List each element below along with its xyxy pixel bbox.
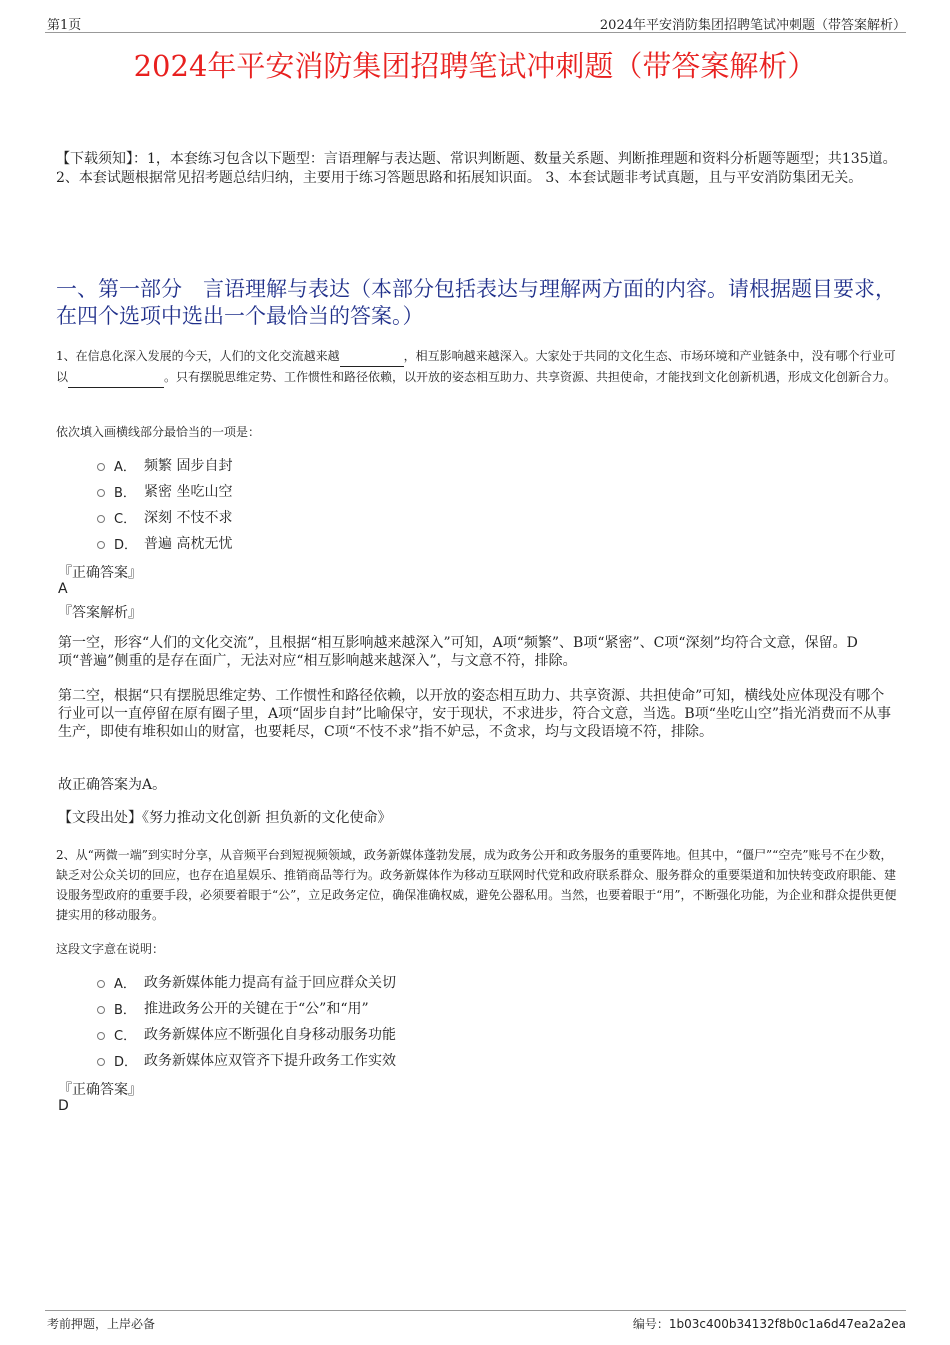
document-title: 2024年平安消防集团招聘笔试冲刺题（带答案解析）: [133, 49, 817, 83]
question-1-analysis-paragraph-2: 第二空，根据“只有摆脱思维定势、工作惯性和路径依赖，以开放的姿态相互助力、共享资源、共担使命”可知，横线处应体现没有哪个行业可以一直停留在原有圈子里，A项“固步自封”比喻保守，安于现状，不求进步，符合文意，当选。B项“坐吃山空”指光消费而不从事生产，即使有堆积如山的财富，也要耗尽，C项“不忮不求”指不妒忌，不贪求，均与文段语境不符，排除。: [58, 688, 892, 740]
footer-document-code: [633, 1315, 906, 1332]
question-1-stem-part-1: 1、在信息化深入发展的今天，人们的文化交流越来越: [56, 349, 340, 363]
radio-icon[interactable]: [97, 541, 105, 549]
header-divider: [45, 32, 906, 33]
radio-icon[interactable]: [97, 980, 105, 988]
question-1-option-a[interactable]: A． 频繁 固步自封: [97, 455, 232, 475]
question-2-option-a[interactable]: A． 政务新媒体能力提高有益于回应群众关切: [97, 972, 396, 992]
question-2-prompt: 这段文字意在说明：: [56, 942, 165, 956]
question-2-answer: D: [58, 1098, 69, 1114]
radio-icon[interactable]: [97, 1032, 105, 1040]
radio-icon[interactable]: [97, 515, 105, 523]
question-2-option-c[interactable]: C． 政务新媒体应不断强化自身移动服务功能: [97, 1024, 396, 1044]
radio-icon[interactable]: [97, 489, 105, 497]
radio-icon[interactable]: [97, 463, 105, 471]
footer-code-label: 编号：: [632, 1317, 669, 1331]
question-1-option-d[interactable]: D． 普遍 高枕无忧: [97, 533, 232, 553]
question-1-stem-part-2: ，相互影响越来越深入。大家处于共同的文化生态、市场环境和产业链条中，没有哪个行业可以: [56, 349, 896, 384]
footer-divider: [45, 1310, 906, 1311]
question-1-analysis-paragraph-1: 第一空，形容“人们的文化交流”，且根据“相互影响越来越深入”可知，A项“频繁”、B项“紧密”、C项“深刻”均符合文意，保留。D项“普遍”侧重的是存在面广，无法对应“相互影响越来越深入”，与文意不符，排除。: [58, 635, 858, 669]
section-heading: 一、第一部分 言语理解与表达（本部分包括表达与理解两方面的内容。请根据题目要求，在四个选项中选出一个最恰当的答案。）: [56, 277, 896, 328]
question-1-prompt: 依次填入画横线部分最恰当的一项是：: [56, 425, 261, 439]
question-1-conclusion: 故正确答案为A。: [58, 777, 167, 793]
footer-slogan: 考前押题，上岸必备: [47, 1317, 156, 1331]
page-number: 第1页: [47, 18, 82, 33]
question-1-stem-part-3: 。只有摆脱思维定势、工作惯性和路径依赖，以开放的姿态相互助力、共享资源、共担使命，才能找到文化创新机遇，形成文化创新合力。: [164, 370, 897, 384]
question-1-answer: A: [58, 581, 68, 597]
footer-code-value: 1b03c400b34132f8b0c1a6d47ea2a2ea: [668, 1317, 906, 1331]
question-1-answer-label: 『正确答案』: [58, 565, 142, 581]
question-1-option-b[interactable]: B． 紧密 坐吃山空: [97, 481, 232, 501]
question-2-answer-label: 『正确答案』: [58, 1082, 142, 1098]
running-header-title: 2024年平安消防集团招聘笔试冲刺题（带答案解析）: [599, 18, 906, 33]
question-2-stem: 2、从“两微一端”到实时分享，从音频平台到短视频领域，政务新媒体蓬勃发展，成为政务公开和政务服务的重要阵地。但其中，“僵尸”“空壳”账号不在少数，缺乏对公众关切的回应，也存在追星娱乐、推销商品等行为。政务新媒体作为移动互联网时代党和政府联系群众、服务群众的重要渠道和加快转变政府职能、建设服务型政府的重要手段，必须要着眼于“公”，立足政务定位，确保准确权威，避免公器私用。当然，也要着眼于“用”，不断强化功能，为企业和群众提供更便捷实用的移动服务。: [56, 848, 897, 922]
radio-icon[interactable]: [97, 1058, 105, 1066]
fill-blank-1: [340, 346, 404, 367]
question-2-option-b[interactable]: B． 推进政务公开的关键在于“公”和“用”: [97, 998, 369, 1018]
question-1-stem: [56, 346, 898, 388]
download-notice: 【下载须知】：1，本套练习包含以下题型：言语理解与表达题、常识判断题、数量关系题、判断推理题和资料分析题等题型；共135道。 2、本套试题根据常见招考题总结归纳，主要用于练习答题思路和拓展知识面。 3、本套试题非考试真题，且与平安消防集团无关。: [56, 151, 897, 186]
question-1-analysis-label: 『答案解析』: [58, 605, 142, 621]
question-1-source: 【文段出处】《努力推动文化创新 担负新的文化使命》: [58, 810, 392, 826]
radio-icon[interactable]: [97, 1006, 105, 1014]
fill-blank-2: [68, 367, 164, 388]
question-2-option-d[interactable]: D． 政务新媒体应双管齐下提升政务工作实效: [97, 1050, 396, 1070]
question-1-option-c[interactable]: C． 深刻 不忮不求: [97, 507, 232, 527]
